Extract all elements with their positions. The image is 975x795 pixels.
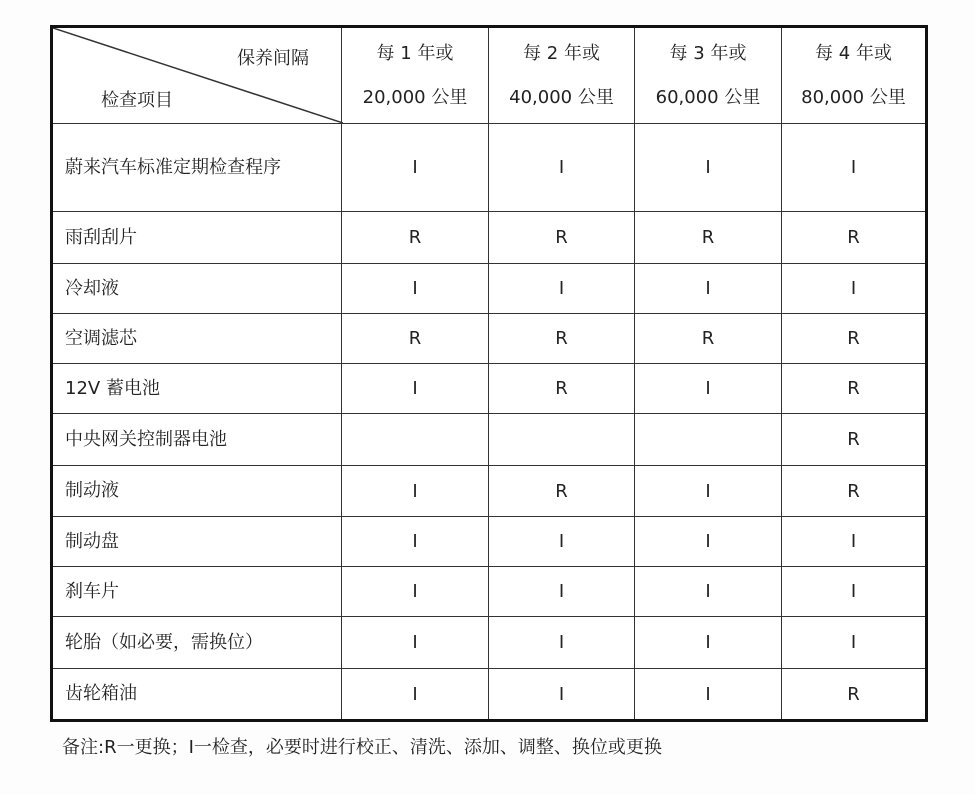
value-cell: I xyxy=(782,567,927,617)
value-cell: I xyxy=(635,466,782,517)
interval-line2: 20,000 公里 xyxy=(362,86,468,108)
value-cell: I xyxy=(635,567,782,617)
value-cell: I xyxy=(635,124,782,212)
table-row xyxy=(52,567,927,617)
value-cell: R xyxy=(489,466,635,517)
header-row xyxy=(52,27,927,124)
value-cell: I xyxy=(635,264,782,314)
value-cell: I xyxy=(782,517,927,567)
item-header-label: 检查项目 xyxy=(101,90,173,111)
table-row xyxy=(52,414,927,466)
interval-header-cell xyxy=(782,27,927,124)
value-cell xyxy=(489,414,635,466)
interval-line1: 每 1 年或 xyxy=(376,42,454,64)
item-cell: 空调滤芯 xyxy=(52,314,342,364)
value-cell: R xyxy=(342,212,489,264)
interval-header-cell xyxy=(489,27,635,124)
value-cell: I xyxy=(489,264,635,314)
value-cell: I xyxy=(635,669,782,721)
value-cell: R xyxy=(782,669,927,721)
table-row xyxy=(52,517,927,567)
value-cell: I xyxy=(489,124,635,212)
table-row xyxy=(52,124,927,212)
value-cell xyxy=(635,414,782,466)
interval-line1: 每 3 年或 xyxy=(669,42,747,64)
value-cell: I xyxy=(342,669,489,721)
item-cell: 轮胎（如必要，需换位） xyxy=(52,617,342,669)
value-cell: I xyxy=(782,124,927,212)
value-cell: I xyxy=(489,617,635,669)
item-cell: 刹车片 xyxy=(52,567,342,617)
value-cell: R xyxy=(782,364,927,414)
value-cell: I xyxy=(782,264,927,314)
item-cell: 制动盘 xyxy=(52,517,342,567)
value-cell: R xyxy=(782,314,927,364)
table-row xyxy=(52,264,927,314)
value-cell: I xyxy=(489,517,635,567)
table-row xyxy=(52,669,927,721)
interval-header-label: 保养间隔 xyxy=(237,48,309,69)
table-row xyxy=(52,466,927,517)
value-cell: R xyxy=(635,212,782,264)
interval-line1: 每 2 年或 xyxy=(523,42,600,64)
value-cell: I xyxy=(489,567,635,617)
interval-line2: 80,000 公里 xyxy=(801,86,906,108)
value-cell: I xyxy=(342,264,489,314)
interval-header-cell xyxy=(342,27,489,124)
corner-header-cell xyxy=(52,27,342,124)
value-cell: I xyxy=(342,124,489,212)
maintenance-schedule-table xyxy=(50,25,928,722)
item-cell: 齿轮箱油 xyxy=(52,669,342,721)
item-cell: 蔚来汽车标准定期检查程序 xyxy=(52,124,342,212)
value-cell: R xyxy=(489,212,635,264)
interval-line2: 60,000 公里 xyxy=(655,86,761,108)
item-cell: 中央网关控制器电池 xyxy=(52,414,342,466)
value-cell: I xyxy=(342,517,489,567)
table-row xyxy=(52,617,927,669)
item-cell: 冷却液 xyxy=(52,264,342,314)
value-cell: I xyxy=(635,617,782,669)
value-cell xyxy=(342,414,489,466)
value-cell: R xyxy=(489,364,635,414)
footnote: 备注:R一更换；I一检查，必要时进行校正、清洗、添加、调整、换位或更换 xyxy=(62,737,662,758)
item-cell: 雨刮刮片 xyxy=(52,212,342,264)
value-cell: R xyxy=(635,314,782,364)
interval-line1: 每 4 年或 xyxy=(815,42,892,64)
item-cell: 12V 蓄电池 xyxy=(52,364,342,414)
table-row xyxy=(52,212,927,264)
interval-header-cell xyxy=(635,27,782,124)
value-cell: I xyxy=(342,567,489,617)
value-cell: R xyxy=(782,414,927,466)
value-cell: I xyxy=(635,364,782,414)
table-row xyxy=(52,314,927,364)
value-cell: R xyxy=(342,314,489,364)
value-cell: I xyxy=(342,617,489,669)
value-cell: I xyxy=(489,669,635,721)
value-cell: I xyxy=(782,617,927,669)
table-row xyxy=(52,364,927,414)
diagonal-divider xyxy=(53,28,343,123)
value-cell: R xyxy=(782,212,927,264)
value-cell: R xyxy=(782,466,927,517)
value-cell: R xyxy=(489,314,635,364)
interval-line2: 40,000 公里 xyxy=(509,86,614,108)
item-cell: 制动液 xyxy=(52,466,342,517)
value-cell: I xyxy=(342,364,489,414)
value-cell: I xyxy=(342,466,489,517)
value-cell: I xyxy=(635,517,782,567)
